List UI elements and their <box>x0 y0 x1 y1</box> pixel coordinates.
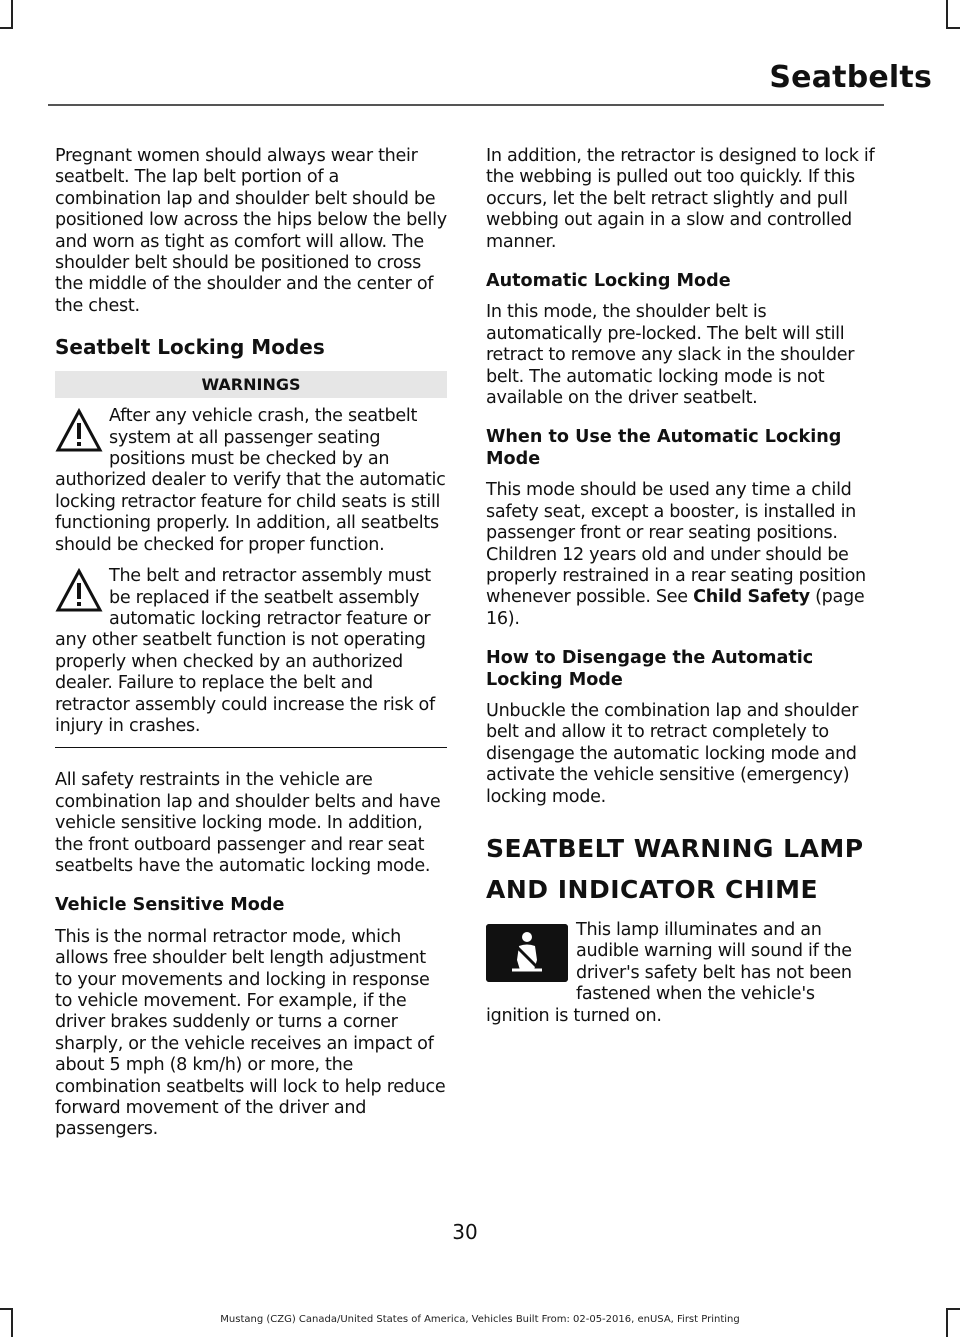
paragraph-lamp: This lamp illuminates and an audible warning will sound if the driver's safety belt has not been fastened when the vehicle's ignition is turned on. <box>486 919 852 1026</box>
crop-mark <box>0 1308 13 1310</box>
warning-triangle-icon <box>55 408 103 454</box>
heading-locking-modes: Seatbelt Locking Modes <box>55 335 325 360</box>
crop-mark <box>946 1308 960 1310</box>
paragraph-pregnant: Pregnant women should always wear their seatbelt. The lap belt portion of a combination lap and shoulder belt should be positioned low across the hips below the belly and worn as tight as comfort will allow. The shoulder belt should be positioned to cross the middle of the shoulder and the center of the chest. <box>55 146 447 316</box>
page-number: 30 <box>452 1220 478 1244</box>
page-title: Seatbelts <box>769 60 932 95</box>
footer-text: Mustang (CZG) Canada/United States of America, Vehicles Built From: 02-05-2016, enUSA, First Printing <box>220 1314 740 1325</box>
seatbelt-warning-lamp-icon <box>486 924 568 982</box>
warning-text: The belt and retractor assembly must be replaced if the seatbelt assembly automatic locking retractor feature or any other seatbelt function is not operating properly when checked by an authorized dealer. Failure to replace the belt and retractor assembly could increase the risk of injury in crashes. <box>55 566 435 736</box>
header-divider <box>48 104 884 106</box>
heading-when-to-use: When to Use the Automatic Locking Mode <box>486 427 842 469</box>
heading-vehicle-sensitive: Vehicle Sensitive Mode <box>55 895 285 916</box>
warning-item <box>55 406 447 556</box>
paragraph-vehicle-sensitive: This is the normal retractor mode, which allows free shoulder belt length adjustment to your movements and locking in response to vehicle movement. For example, if the driver brakes suddenly or turns a corner sharply, or the vehicle receives an impact of about 5 mph (8 km/h) or more, the combination seatbelts will lock to help reduce forward movement of the driver and passengers. <box>55 926 446 1140</box>
warnings-title: WARNINGS <box>55 371 447 398</box>
heading-warning-lamp: SEATBELT WARNING LAMP <box>486 833 864 863</box>
paragraph-when-to-use: This mode should be used any time a child safety seat, except a booster, is installed in passenger front or rear seating positions. Children 12 years old and under should be properly restrained in a rear seating position whenever possible. See Child Safety (page 16). <box>486 480 866 629</box>
paragraph-disengage: Unbuckle the combination lap and shoulder belt and allow it to retract completely to disengage the automatic locking mode and activate the vehicle sensitive (emergency) locking mode. <box>486 700 859 807</box>
warning-triangle-icon <box>55 568 103 614</box>
child-safety-link[interactable]: Child Safety <box>693 587 810 608</box>
warning-item <box>55 566 447 737</box>
warnings-divider <box>55 747 447 748</box>
crop-mark <box>0 27 13 29</box>
warning-text: After any vehicle crash, the seatbelt system at all passenger seating positions must be checked by an authorized dealer to verify that the automatic locking retractor feature for child seats is still functioning properly. In addition, all seatbelts should be checked for proper function. <box>55 406 446 555</box>
paragraph-safety-restraints: All safety restraints in the vehicle are combination lap and shoulder belts and have vehicle sensitive locking mode. In addition, the front outboard passenger and rear seat seatbelts have the automatic locking mode. <box>55 770 441 876</box>
crop-mark <box>946 0 948 28</box>
heading-indicator-chime: AND INDICATOR CHIME <box>486 874 819 904</box>
heading-how-to-disengage: How to Disengage the Automatic Locking Mode <box>486 648 814 690</box>
heading-automatic-locking: Automatic Locking Mode <box>486 271 731 292</box>
crop-mark <box>11 0 13 28</box>
paragraph-retractor: In addition, the retractor is designed to lock if the webbing is pulled out too quickly. If this occurs, let the belt retract slightly and pull webbing out again in a slow and controlled manner. <box>486 146 875 252</box>
left-column <box>55 146 447 1159</box>
right-column <box>486 146 878 1045</box>
paragraph-automatic-locking: In this mode, the shoulder belt is automatically pre-locked. The belt will still retract to remove any slack in the shoulder belt. The automatic locking mode is not available on the driver seatbelt. <box>486 302 855 409</box>
crop-mark <box>946 27 960 29</box>
